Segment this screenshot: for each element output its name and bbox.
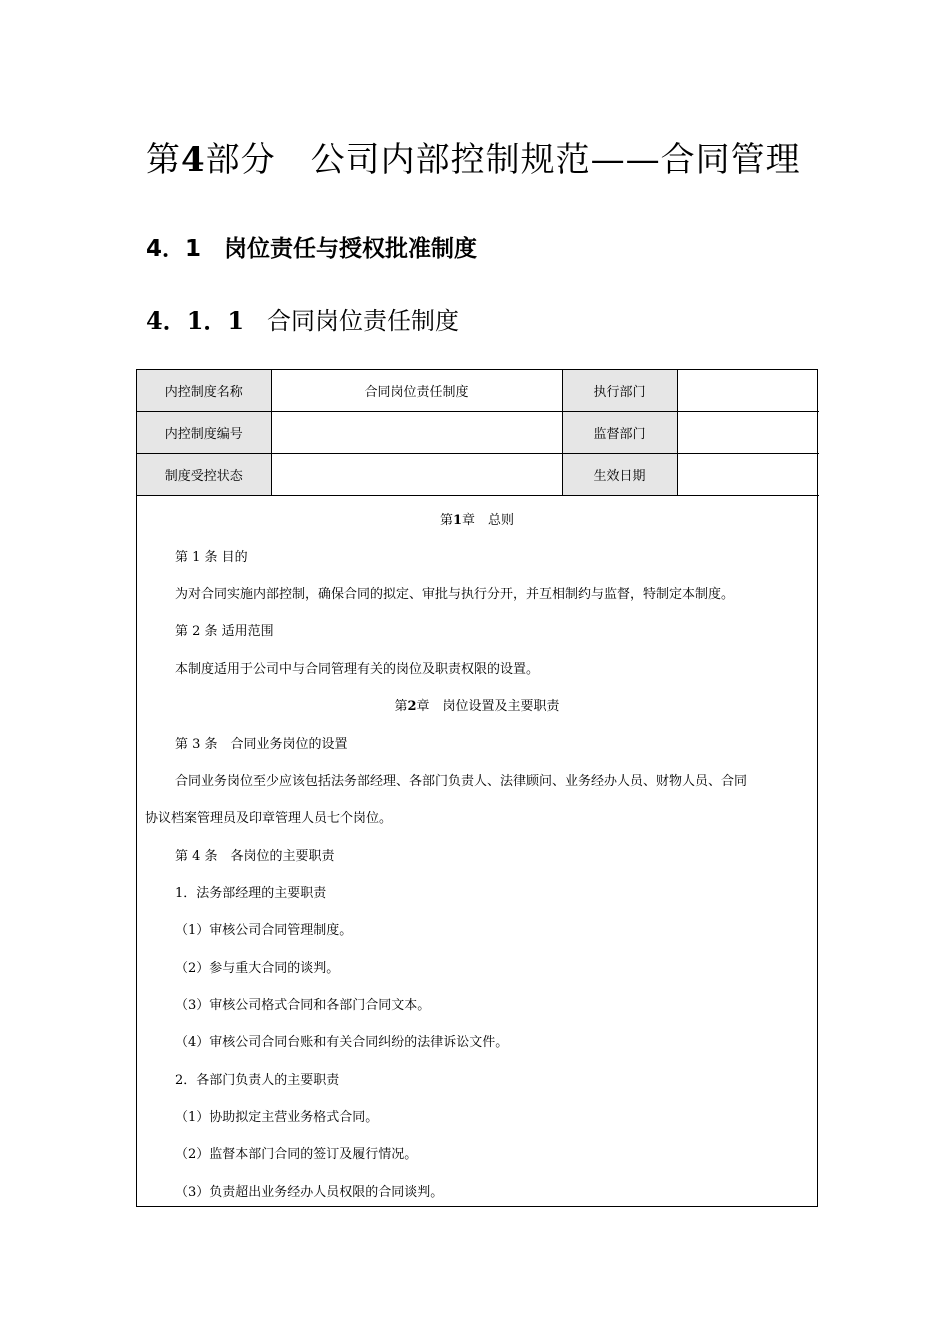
exec-dept-label: 执行部门	[562, 370, 677, 412]
article-2-text: 本制度适用于公司中与合同管理有关的岗位及职责权限的设置。	[175, 662, 540, 677]
article-3-title: 第 3 条 合同业务岗位的设置	[175, 737, 348, 752]
duty-2-title: 2．各部门负责人的主要职责	[175, 1073, 340, 1088]
duty-2-item-3: （3）负责超出业务经办人员权限的合同谈判。	[175, 1185, 444, 1200]
control-status-label: 制度受控状态	[137, 454, 271, 496]
article-1-title: 第 1 条 目的	[175, 550, 248, 565]
section-title: 4．1 岗位责任与授权批准制度	[146, 236, 478, 262]
control-code-label: 内控制度编号	[137, 412, 271, 454]
table-row	[137, 454, 819, 496]
subsection-title: 4．1．1 合同岗位责任制度	[146, 306, 459, 335]
exec-dept-value	[677, 370, 819, 412]
article-2-title: 第 2 条 适用范围	[175, 624, 274, 639]
article-1-text: 为对合同实施内部控制，确保合同的拟定、审批与执行分开，并互相制约与监督，特制定本制度。	[175, 587, 735, 602]
article-3-text-line-1: 合同业务岗位至少应该包括法务部经理、各部门负责人、法律顾问、业务经办人员、财物人员、合同	[175, 774, 748, 789]
duty-2-item-2: （2）监督本部门合同的签订及履行情况。	[175, 1147, 418, 1162]
effective-date-label: 生效日期	[562, 454, 677, 496]
part-title: 第4部分 公司内部控制规范——合同管理	[146, 140, 801, 180]
supervise-dept-value	[677, 412, 819, 454]
duty-2-item-1: （1）协助拟定主营业务格式合同。	[175, 1110, 379, 1125]
chapter-2-heading: 第2章 岗位设置及主要职责	[394, 699, 560, 714]
control-code-value	[271, 412, 562, 454]
duty-1-title: 1．法务部经理的主要职责	[175, 886, 327, 901]
table-row	[137, 412, 819, 454]
chapter-1-heading: 第1章 总则	[439, 513, 515, 528]
supervise-dept-label: 监督部门	[562, 412, 677, 454]
duty-1-item-4: （4）审核公司合同台账和有关合同纠纷的法律诉讼文件。	[175, 1035, 509, 1050]
effective-date-value	[677, 454, 819, 496]
duty-1-item-1: （1）审核公司合同管理制度。	[175, 923, 353, 938]
control-metadata-table	[137, 370, 819, 496]
control-status-value	[271, 454, 562, 496]
control-name-value: 合同岗位责任制度	[271, 370, 562, 412]
duty-1-item-3: （3）审核公司格式合同和各部门合同文本。	[175, 998, 431, 1013]
article-4-title: 第 4 条 各岗位的主要职责	[175, 849, 335, 864]
regulation-document-box	[136, 369, 818, 1207]
duty-1-item-2: （2）参与重大合同的谈判。	[175, 961, 340, 976]
control-name-label: 内控制度名称	[137, 370, 271, 412]
article-3-text-line-2: 协议档案管理员及印章管理人员七个岗位。	[145, 811, 393, 826]
table-row	[137, 370, 819, 412]
